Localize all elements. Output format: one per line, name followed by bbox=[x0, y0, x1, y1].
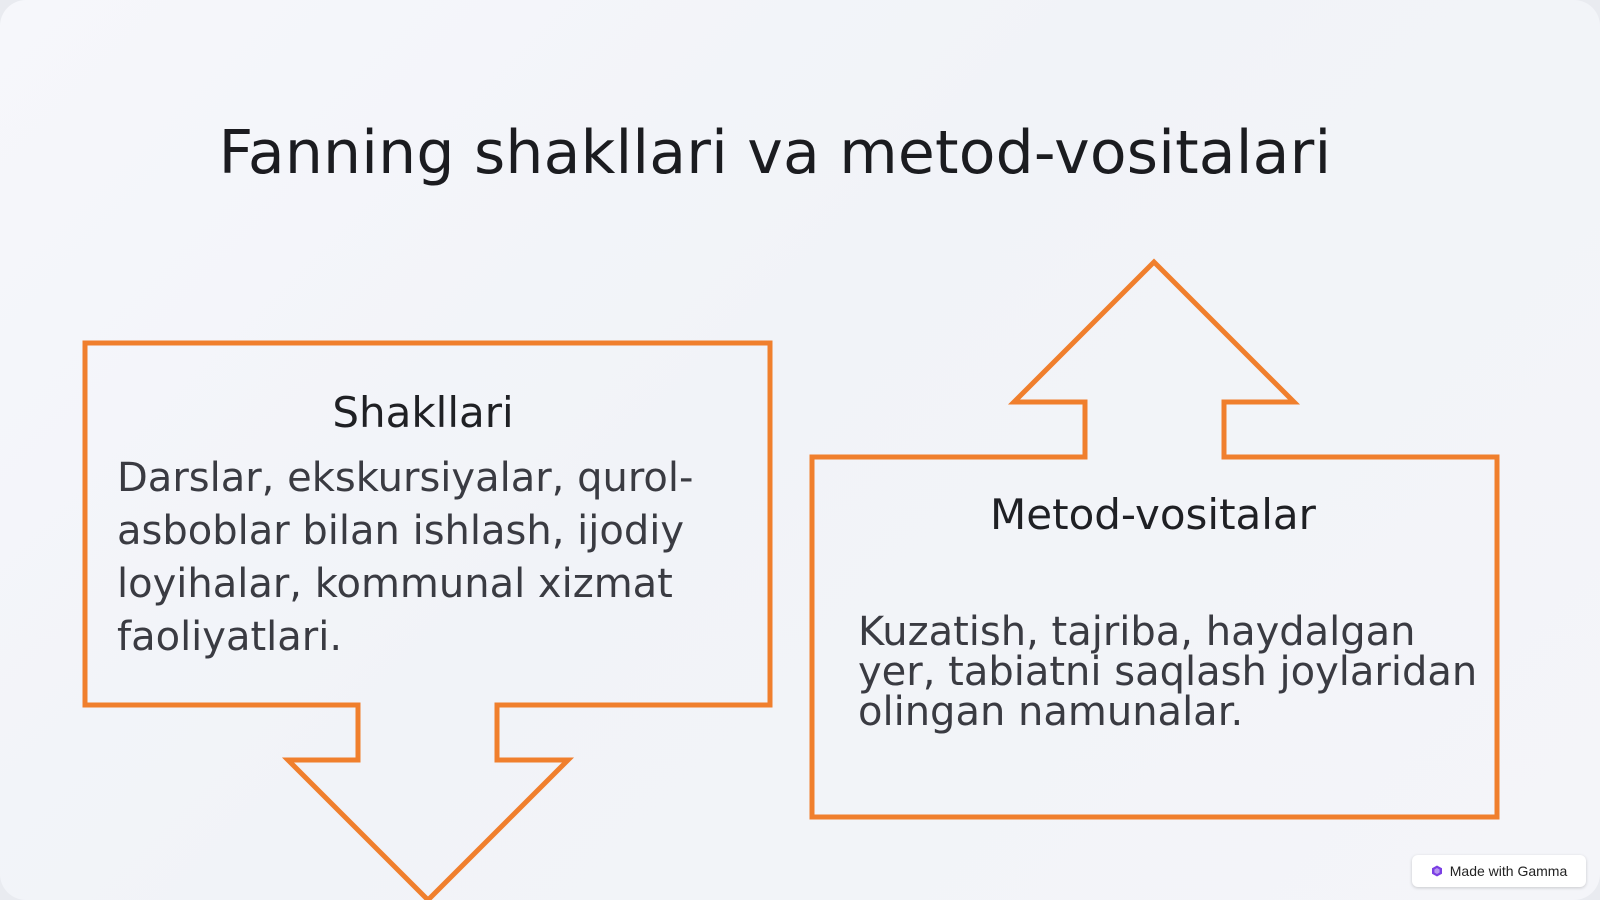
gamma-logo-icon bbox=[1431, 865, 1443, 877]
badge-label: Made with Gamma bbox=[1449, 863, 1568, 879]
methods-description: Kuzatish, tajriba, haydalgan yer, tabiatni saqlash joylaridan olingan namunalar. bbox=[858, 609, 1478, 735]
slide-title: Fanning shakllari va metod-vositalari bbox=[218, 118, 1332, 188]
forms-heading: Shakllari bbox=[332, 388, 514, 437]
forms-description: Darslar, ekskursiyalar, qurol-asboblar bilan ishlash, ijodiy loyihalar, kommunal xizmat faoliyatlari. bbox=[117, 455, 694, 660]
made-with-gamma-badge[interactable] bbox=[1412, 855, 1586, 887]
methods-heading: Metod-vositalar bbox=[990, 490, 1316, 539]
